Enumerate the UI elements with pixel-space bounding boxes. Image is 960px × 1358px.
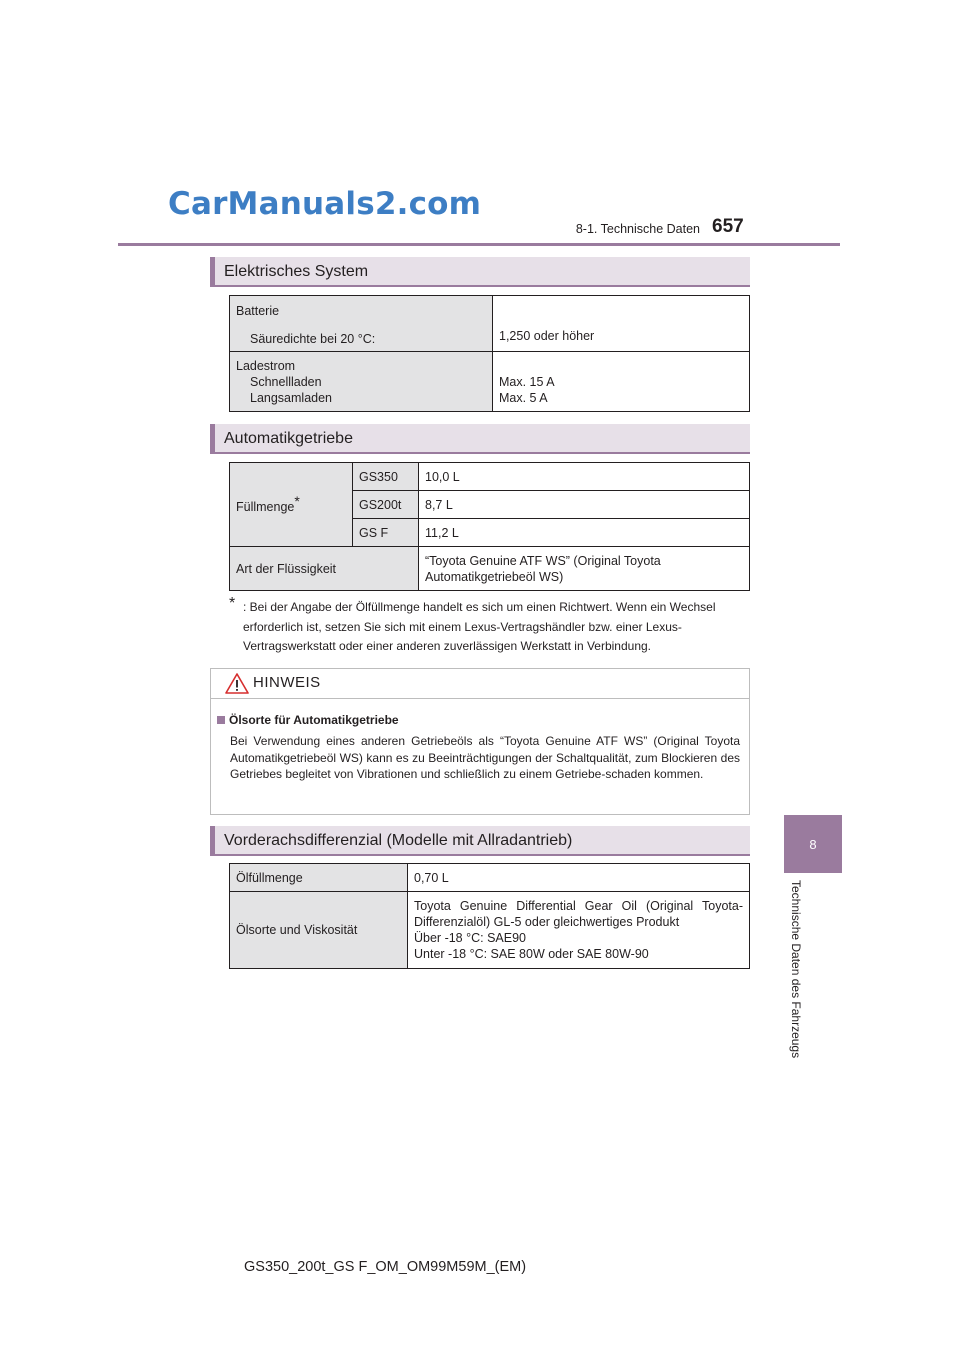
slow-charge-label: Langsamladen xyxy=(250,390,333,405)
model-gs350: GS350 xyxy=(353,463,419,491)
battery-label-cell xyxy=(230,296,493,352)
charge-label-cell xyxy=(230,352,493,412)
diff-type-line-2: Über -18 °C: SAE90 xyxy=(414,931,526,945)
fluid-label: Art der Flüssigkeit xyxy=(230,547,419,591)
footer-manual-code: GS350_200t_GS F_OM_OM99M59M_(EM) xyxy=(244,1259,527,1275)
density-value: 1,250 oder höher xyxy=(493,296,750,352)
model-gs200t: GS200t xyxy=(353,491,419,519)
section-heading-transmission: Automatikgetriebe xyxy=(210,424,750,454)
fill-label: Füllmenge xyxy=(236,500,295,515)
fill-label-cell xyxy=(230,463,353,547)
footnote-text: : Bei der Angabe der Ölfüllmenge handelt es sich um einen Richtwert. Wenn ein Wechsel erforderlich ist, setzen Sie sich mit einem Lexus-Vertragshändler bzw. einer Lexus-Vertragswerkstatt oder einer anderen zuverlässigen Werkstatt in Verbindung. xyxy=(243,600,716,653)
chapter-label: Technische Daten des Fahrzeugs xyxy=(789,880,803,1059)
table-row xyxy=(230,296,750,352)
slow-charge-value: Max. 5 A xyxy=(499,391,548,405)
diff-type-label: Ölsorte und Viskosität xyxy=(230,892,408,969)
notice-header xyxy=(211,669,749,699)
fill-value-gs350: 10,0 L xyxy=(419,463,750,491)
chapter-number: 8 xyxy=(809,836,817,852)
notice-subheading xyxy=(217,713,399,727)
fill-value-gsf: 11,2 L xyxy=(419,519,750,547)
diff-type-value-cell xyxy=(408,892,750,969)
diff-type-line-1: Toyota Genuine Differential Gear Oil (Original Toyota-Differenzialöl) GL-5 oder gleichwertiges Produkt xyxy=(414,899,743,929)
notice-title: HINWEIS xyxy=(253,674,321,691)
diff-type-line-3: Unter -18 °C: SAE 80W oder SAE 80W-90 xyxy=(414,947,649,961)
footnote xyxy=(229,595,751,657)
warning-triangle-icon xyxy=(225,673,249,699)
diff-capacity-label: Ölfüllmenge xyxy=(230,864,408,892)
header-section-title: 8-1. Technische Daten xyxy=(575,222,700,236)
model-gsf: GS F xyxy=(353,519,419,547)
charge-label: Ladestrom xyxy=(236,358,296,373)
diff-capacity-value: 0,70 L xyxy=(408,864,750,892)
watermark-logo: CarManuals2.com xyxy=(168,186,482,222)
electrical-table xyxy=(229,295,750,412)
fill-value-gs200t: 8,7 L xyxy=(419,491,750,519)
table-row xyxy=(230,547,750,591)
notice-box xyxy=(210,668,750,815)
footnote-marker: * xyxy=(229,595,236,612)
fill-footnote-marker: * xyxy=(294,493,300,510)
notice-body: Bei Verwendung eines anderen Getriebeöls als “Toyota Genuine ATF WS” (Original Toyota Automatikgetriebeöl WS) kann es zu Beeinträchtigungen der Schaltqualität, zum Blockieren des Getriebes begleitet von Vibrationen und schließlich zu einem Getriebe-schaden kommen. xyxy=(230,734,740,781)
chapter-tab xyxy=(784,815,842,873)
table-row xyxy=(230,864,750,892)
fast-charge-value: Max. 15 A xyxy=(499,375,555,389)
charge-value-cell xyxy=(493,352,750,412)
fast-charge-label: Schnellladen xyxy=(250,374,322,389)
notice-subheading-text: Ölsorte für Automatikgetriebe xyxy=(229,713,399,727)
transmission-table xyxy=(229,462,750,591)
table-row xyxy=(230,352,750,412)
page-number: 657 xyxy=(712,216,744,237)
density-label: Säuredichte bei 20 °C: xyxy=(250,332,376,346)
section-heading-electrical: Elektrisches System xyxy=(210,257,750,287)
differential-table xyxy=(229,863,750,969)
table-row xyxy=(230,892,750,969)
table-row xyxy=(230,463,750,491)
fluid-value: “Toyota Genuine ATF WS” (Original Toyota Automatikgetriebeöl WS) xyxy=(419,547,750,591)
bullet-square-icon xyxy=(217,716,225,724)
header-rule xyxy=(118,243,840,246)
battery-label: Batterie xyxy=(236,304,280,318)
section-heading-differential: Vorderachsdifferenzial (Modelle mit Allradantrieb) xyxy=(210,826,750,856)
